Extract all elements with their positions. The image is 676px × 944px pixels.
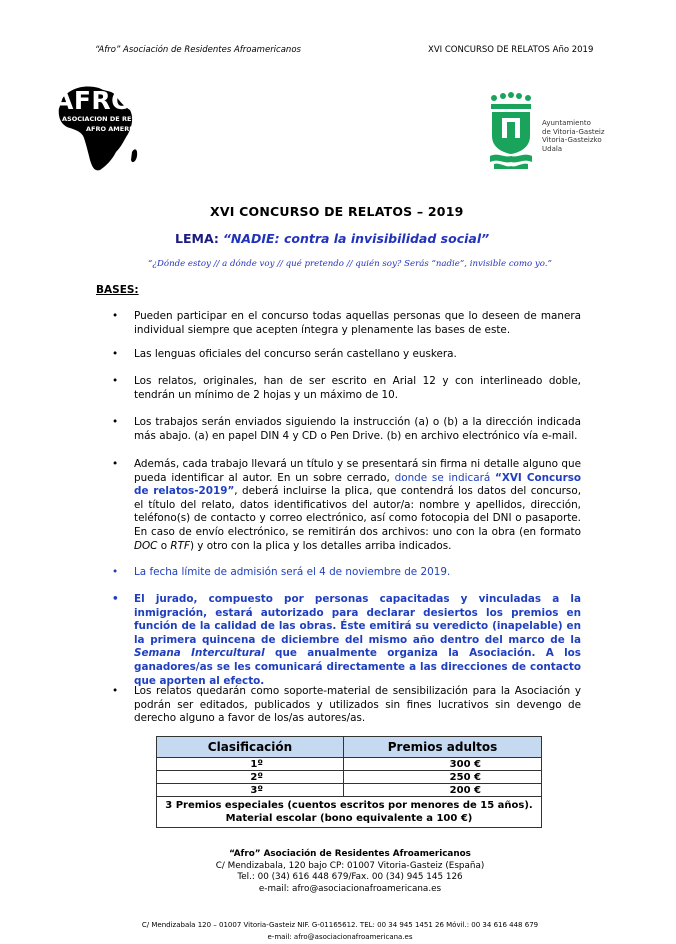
item-text-c: “XVI Concurso de relatos-2019” bbox=[134, 471, 582, 498]
motto-value: “NADIE: contra la invisibilidad social” bbox=[222, 231, 490, 246]
prizes-table bbox=[156, 736, 542, 828]
bullet: • bbox=[112, 458, 119, 470]
bullet: • bbox=[112, 416, 119, 428]
item-text-b: donde se indicará bbox=[394, 471, 495, 484]
list-item bbox=[112, 685, 581, 726]
footer-address bbox=[160, 849, 540, 895]
item-text: Los trabajos serán enviados siguiendo la instrucción (a) o (b) a la dirección indicada más abajo. (a) en papel DIN 4 y CD o Pen Drive. (b) en archivo electrónico vía e-mail. bbox=[134, 416, 581, 442]
table-cell: 300 € bbox=[344, 758, 542, 771]
item-text-b: Semana Intercultural bbox=[134, 647, 265, 660]
vitoria-logo-text bbox=[542, 119, 605, 153]
table-cell: 1º bbox=[157, 758, 344, 771]
footer-line2: C/ Mendizabala, 120 bajo CP: 01007 Vitoria-Gasteiz (España) bbox=[215, 860, 485, 871]
footer-line3: Tel.: 00 (34) 616 448 679/Fax. 00 (34) 945 145 126 bbox=[237, 872, 463, 882]
item-text-h: ) y otro con la plica y los detalles arriba indicados. bbox=[189, 539, 452, 552]
motto-quote: “¿Dónde estoy // a dónde voy // qué pretendo // quién soy? Serás “nadie”, invisible como yo.” bbox=[148, 259, 552, 269]
item-text-f: o bbox=[157, 539, 171, 552]
bullet: • bbox=[112, 310, 119, 322]
table-cell: 250 € bbox=[344, 771, 542, 784]
item-text-e: DOC bbox=[134, 539, 158, 552]
bases-heading: BASES: bbox=[96, 284, 139, 296]
table-cell: 200 € bbox=[344, 784, 542, 797]
afro-logo bbox=[54, 82, 184, 174]
list-item bbox=[112, 593, 581, 688]
item-text-a: El jurado, compuesto por personas capacitadas y vinculadas a la inmigración, estará autorizado para declarar desiertos los premios en función de la calidad de las obras. Éste emitirá su veredicto (inapelable) en la primera quincena de diciembre del mismo año dentro del marco de la bbox=[134, 593, 581, 646]
vitoria-line2: de Vitoria-Gasteiz bbox=[542, 127, 605, 136]
list-item bbox=[112, 458, 582, 553]
page-title: XVI CONCURSO DE RELATOS – 2019 bbox=[210, 204, 464, 219]
coat-of-arms-icon bbox=[486, 92, 536, 170]
item-text: Los relatos quedarán como soporte-material de sensibilización para la Asociación y podrán ser editados, publicados y utilizados sin fines lucrativos sin devengo de derecho alguno a favor de los/as autores/as. bbox=[134, 685, 581, 725]
bullet: • bbox=[112, 685, 119, 697]
motto-label: LEMA: bbox=[175, 231, 219, 246]
table-header-row bbox=[157, 737, 542, 758]
item-text-a: Además, cada trabajo llevará un título y se presentará sin firma ni detalle alguno que pueda identificar al autor. En un sobre cerrado, bbox=[134, 458, 581, 484]
list-item bbox=[112, 348, 581, 362]
item-text: La fecha límite de admisión será el 4 de noviembre de 2019. bbox=[134, 566, 451, 578]
item-text-g: RTF bbox=[170, 539, 190, 552]
list-item bbox=[112, 566, 581, 580]
column-header: Premios adultos bbox=[344, 737, 542, 758]
list-item bbox=[112, 416, 581, 443]
bullet: • bbox=[112, 566, 119, 578]
item-text: Las lenguas oficiales del concurso serán castellano y euskera. bbox=[134, 348, 457, 360]
bottom-line1: C/ Mendizabala 120 – 01007 Vitoria-Gasteiz NIF. G-01165612. TEL: 00 34 945 1451 26 Móvil.: 00 34 616 448 679 bbox=[141, 921, 539, 929]
bottom-line2: e-mail: afro@asociacionafroamericana.es bbox=[267, 933, 413, 941]
item-text-d: , deberá incluirse la plica, que contendrá los datos del concurso, el título del relato, datos identificativos del autor/a: nombre y apellidos, dirección, teléfono(s) de contacto y correo electrónico, así como fotocopia del DNI o pasaporte. En caso de envío electrónico, se remitirán dos archivos: uno con la obra (en formato bbox=[134, 485, 581, 538]
header-right: XVI CONCURSO DE RELATOS Año 2019 bbox=[428, 45, 594, 55]
table-row bbox=[157, 771, 542, 784]
vitoria-line3: Vitoria-Gasteizko bbox=[542, 136, 602, 144]
header-left: “Afro” Asociación de Residentes Afroamericanos bbox=[95, 45, 301, 55]
vitoria-line1: Ayuntamiento bbox=[542, 119, 591, 127]
bullet: • bbox=[112, 348, 119, 360]
afro-logo-line1: ASOCIACION DE RESIDENTES bbox=[62, 115, 168, 123]
item-text: Los relatos, originales, han de ser escrito en Arial 12 y con interlineado doble, tendrán un mínimo de 2 hojas y un máximo de 10. bbox=[134, 375, 581, 401]
item-text: Pueden participar en el concurso todas aquellas personas que lo deseen de manera individual siempre que acepten íntegra y plenamente las bases de este. bbox=[134, 310, 581, 336]
table-row bbox=[157, 784, 542, 797]
vitoria-line4: Udala bbox=[542, 144, 563, 153]
list-item bbox=[112, 310, 581, 337]
afro-logo-title: AFRO bbox=[54, 86, 133, 115]
table-cell: 3º bbox=[157, 784, 344, 797]
column-header: Clasificación bbox=[157, 737, 344, 758]
bullet: • bbox=[112, 593, 119, 605]
footer-line1: “Afro” Asociación de Residentes Afroamericanos bbox=[229, 849, 471, 859]
vitoria-coat-of-arms bbox=[486, 92, 536, 170]
afro-logo-line2: AFRO AMERICANOS bbox=[86, 125, 158, 133]
item-text-c: que anualmente organiza la Asociación. A los ganadores/as se les comunicará directamente a las direcciones de contacto que aporten al efecto. bbox=[134, 647, 581, 687]
table-row bbox=[157, 797, 542, 828]
motto bbox=[175, 231, 489, 246]
bullet: • bbox=[112, 375, 119, 387]
special-line2: Material escolar (bono equivalente a 100 €) bbox=[225, 813, 473, 824]
footer-line4: e-mail: afro@asociacionafroamericana.es bbox=[258, 883, 442, 894]
special-line1: 3 Premios especiales (cuentos escritos por menores de 15 años). bbox=[165, 800, 533, 811]
list-item bbox=[112, 375, 581, 402]
table-row bbox=[157, 758, 542, 771]
table-cell-special bbox=[157, 797, 542, 828]
table-cell: 2º bbox=[157, 771, 344, 784]
